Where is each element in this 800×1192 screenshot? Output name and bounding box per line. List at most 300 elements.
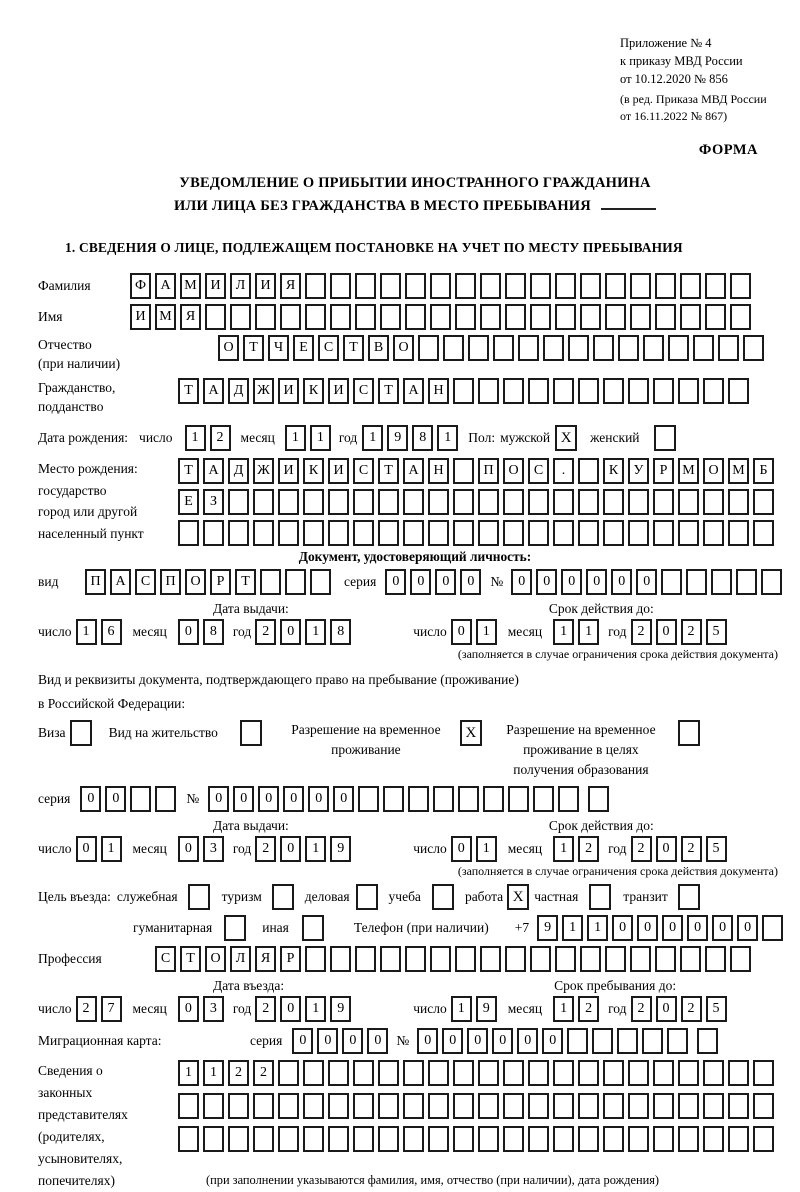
char-cell[interactable]: 0 [435,569,456,595]
char-cell[interactable] [728,378,749,404]
char-cell[interactable] [678,1093,699,1119]
char-cell[interactable] [260,569,281,595]
char-cell[interactable]: Б [753,458,774,484]
char-cell[interactable] [617,1028,638,1054]
char-cell[interactable] [530,304,551,330]
char-cell[interactable]: 0 [517,1028,538,1054]
char-cell[interactable]: 0 [662,915,683,941]
char-cell[interactable]: Ч [268,335,289,361]
char-cell[interactable]: 8 [412,425,433,451]
char-cell[interactable] [653,489,674,515]
char-cell[interactable] [380,946,401,972]
char-cell[interactable] [355,273,376,299]
char-cell[interactable] [730,946,751,972]
char-cell[interactable]: 0 [737,915,758,941]
char-cell[interactable] [603,520,624,546]
char-cell[interactable] [403,1093,424,1119]
char-cell[interactable] [480,304,501,330]
char-cell[interactable] [693,335,714,361]
char-cell[interactable]: М [180,273,201,299]
char-cell[interactable] [728,1126,749,1152]
char-cell[interactable] [405,304,426,330]
char-cell[interactable]: О [218,335,239,361]
char-cell[interactable]: 0 [586,569,607,595]
char-cell[interactable] [478,378,499,404]
char-cell[interactable] [455,304,476,330]
char-cell[interactable]: 0 [542,1028,563,1054]
char-cell[interactable]: 8 [330,619,351,645]
char-cell[interactable]: А [403,458,424,484]
char-cell[interactable]: П [160,569,181,595]
char-cell[interactable]: О [503,458,524,484]
char-cell[interactable]: 9 [330,836,351,862]
char-cell[interactable]: 0 [611,569,632,595]
char-cell[interactable]: Т [235,569,256,595]
char-cell[interactable] [508,786,529,812]
char-cell[interactable] [303,1126,324,1152]
char-cell[interactable]: 0 [636,569,657,595]
char-cell[interactable]: 1 [476,619,497,645]
char-cell[interactable] [428,520,449,546]
char-cell[interactable] [478,1093,499,1119]
char-cell[interactable] [305,304,326,330]
char-cell[interactable] [453,1126,474,1152]
char-cell[interactable] [736,569,757,595]
char-cell[interactable]: 0 [342,1028,363,1054]
char-cell[interactable] [178,520,199,546]
char-cell[interactable]: Л [230,946,251,972]
char-cell[interactable] [505,273,526,299]
char-cell[interactable]: Ф [130,273,151,299]
char-cell[interactable] [543,335,564,361]
char-cell[interactable]: 1 [285,425,306,451]
char-cell[interactable] [383,786,404,812]
purpose-humanitarian-checkbox[interactable] [224,915,246,941]
char-cell[interactable] [328,1093,349,1119]
char-cell[interactable] [433,786,454,812]
char-cell[interactable] [580,304,601,330]
char-cell[interactable] [130,786,151,812]
char-cell[interactable]: 9 [387,425,408,451]
char-cell[interactable] [455,946,476,972]
char-cell[interactable]: 0 [385,569,406,595]
char-cell[interactable] [630,946,651,972]
char-cell[interactable] [228,489,249,515]
char-cell[interactable]: З [203,489,224,515]
char-cell[interactable] [503,520,524,546]
char-cell[interactable] [678,520,699,546]
char-cell[interactable]: 5 [706,619,727,645]
char-cell[interactable]: Т [343,335,364,361]
char-cell[interactable]: К [303,458,324,484]
char-cell[interactable] [203,520,224,546]
char-cell[interactable] [355,304,376,330]
char-cell[interactable] [728,1093,749,1119]
char-cell[interactable] [178,1126,199,1152]
char-cell[interactable] [605,946,626,972]
char-cell[interactable]: 2 [255,996,276,1022]
purpose-official-checkbox[interactable] [188,884,210,910]
char-cell[interactable]: И [278,458,299,484]
char-cell[interactable]: Я [180,304,201,330]
char-cell[interactable] [378,489,399,515]
char-cell[interactable]: П [478,458,499,484]
char-cell[interactable] [453,458,474,484]
char-cell[interactable] [753,1093,774,1119]
char-cell[interactable] [253,489,274,515]
char-cell[interactable]: 1 [553,836,574,862]
char-cell[interactable]: И [130,304,151,330]
char-cell[interactable]: О [393,335,414,361]
char-cell[interactable] [303,520,324,546]
char-cell[interactable] [528,378,549,404]
char-cell[interactable]: 1 [101,836,122,862]
char-cell[interactable] [330,304,351,330]
char-cell[interactable] [353,489,374,515]
char-cell[interactable] [703,1093,724,1119]
char-cell[interactable] [503,378,524,404]
char-cell[interactable] [578,458,599,484]
char-cell[interactable] [730,273,751,299]
char-cell[interactable] [255,304,276,330]
char-cell[interactable] [330,946,351,972]
char-cell[interactable] [353,1060,374,1086]
char-cell[interactable]: Т [378,458,399,484]
char-cell[interactable] [428,1126,449,1152]
char-cell[interactable]: 6 [101,619,122,645]
char-cell[interactable]: Ж [253,378,274,404]
char-cell[interactable]: 0 [258,786,279,812]
char-cell[interactable] [703,489,724,515]
char-cell[interactable] [405,273,426,299]
char-cell[interactable]: 9 [537,915,558,941]
char-cell[interactable] [478,489,499,515]
char-cell[interactable] [697,1028,718,1054]
char-cell[interactable] [753,520,774,546]
char-cell[interactable] [580,273,601,299]
char-cell[interactable]: 0 [656,996,677,1022]
char-cell[interactable]: 1 [476,836,497,862]
char-cell[interactable] [378,1093,399,1119]
char-cell[interactable] [353,520,374,546]
char-cell[interactable]: С [135,569,156,595]
char-cell[interactable] [630,304,651,330]
char-cell[interactable] [703,1126,724,1152]
char-cell[interactable] [428,1093,449,1119]
char-cell[interactable]: Е [293,335,314,361]
char-cell[interactable]: 0 [417,1028,438,1054]
char-cell[interactable]: И [278,378,299,404]
char-cell[interactable]: 0 [656,619,677,645]
char-cell[interactable]: 0 [460,569,481,595]
char-cell[interactable] [378,1060,399,1086]
char-cell[interactable] [453,1060,474,1086]
char-cell[interactable] [628,520,649,546]
char-cell[interactable] [653,520,674,546]
char-cell[interactable]: Т [178,458,199,484]
char-cell[interactable]: 1 [562,915,583,941]
char-cell[interactable] [530,273,551,299]
sex-female-checkbox[interactable] [654,425,676,451]
char-cell[interactable] [680,946,701,972]
char-cell[interactable] [530,946,551,972]
char-cell[interactable] [503,489,524,515]
char-cell[interactable] [630,273,651,299]
char-cell[interactable]: 0 [208,786,229,812]
char-cell[interactable] [403,520,424,546]
char-cell[interactable] [228,1093,249,1119]
char-cell[interactable] [580,946,601,972]
purpose-transit-checkbox[interactable] [678,884,700,910]
char-cell[interactable] [285,569,306,595]
char-cell[interactable] [353,1093,374,1119]
char-cell[interactable] [678,378,699,404]
char-cell[interactable]: С [353,378,374,404]
char-cell[interactable] [528,1126,549,1152]
char-cell[interactable] [628,378,649,404]
sex-male-checkbox[interactable]: X [555,425,577,451]
char-cell[interactable] [228,1126,249,1152]
char-cell[interactable] [555,946,576,972]
char-cell[interactable] [403,1126,424,1152]
char-cell[interactable] [553,1093,574,1119]
char-cell[interactable] [328,1126,349,1152]
char-cell[interactable]: 1 [587,915,608,941]
char-cell[interactable] [730,304,751,330]
char-cell[interactable] [478,520,499,546]
char-cell[interactable]: И [205,273,226,299]
char-cell[interactable] [678,1126,699,1152]
char-cell[interactable]: 0 [333,786,354,812]
char-cell[interactable]: 0 [80,786,101,812]
char-cell[interactable] [230,304,251,330]
char-cell[interactable] [453,489,474,515]
char-cell[interactable] [743,335,764,361]
char-cell[interactable]: 2 [578,996,599,1022]
char-cell[interactable] [703,378,724,404]
char-cell[interactable]: Л [230,273,251,299]
char-cell[interactable]: Я [280,273,301,299]
char-cell[interactable] [628,1093,649,1119]
char-cell[interactable] [705,946,726,972]
char-cell[interactable]: 2 [681,619,702,645]
char-cell[interactable] [655,304,676,330]
char-cell[interactable] [403,489,424,515]
char-cell[interactable]: А [203,458,224,484]
char-cell[interactable] [528,489,549,515]
char-cell[interactable] [253,520,274,546]
char-cell[interactable]: 1 [437,425,458,451]
char-cell[interactable] [483,786,504,812]
char-cell[interactable] [578,489,599,515]
char-cell[interactable] [378,520,399,546]
char-cell[interactable] [718,335,739,361]
char-cell[interactable] [518,335,539,361]
char-cell[interactable] [642,1028,663,1054]
char-cell[interactable] [653,378,674,404]
char-cell[interactable]: Д [228,378,249,404]
char-cell[interactable]: О [185,569,206,595]
char-cell[interactable]: М [155,304,176,330]
char-cell[interactable]: 3 [203,836,224,862]
char-cell[interactable]: 2 [681,836,702,862]
char-cell[interactable]: 7 [101,996,122,1022]
char-cell[interactable]: 0 [451,619,472,645]
char-cell[interactable] [310,569,331,595]
char-cell[interactable] [668,335,689,361]
char-cell[interactable] [178,1093,199,1119]
char-cell[interactable]: 0 [283,786,304,812]
char-cell[interactable] [643,335,664,361]
char-cell[interactable] [155,786,176,812]
char-cell[interactable] [380,273,401,299]
char-cell[interactable] [305,273,326,299]
char-cell[interactable]: 2 [253,1060,274,1086]
char-cell[interactable] [458,786,479,812]
char-cell[interactable] [305,946,326,972]
char-cell[interactable] [618,335,639,361]
char-cell[interactable] [603,489,624,515]
char-cell[interactable] [453,378,474,404]
char-cell[interactable]: С [528,458,549,484]
char-cell[interactable]: 0 [612,915,633,941]
char-cell[interactable] [578,1126,599,1152]
char-cell[interactable] [430,304,451,330]
char-cell[interactable] [553,489,574,515]
char-cell[interactable] [358,786,379,812]
char-cell[interactable]: 1 [362,425,383,451]
purpose-work-checkbox[interactable]: X [507,884,529,910]
char-cell[interactable]: 1 [305,996,326,1022]
char-cell[interactable]: Т [180,946,201,972]
char-cell[interactable]: 0 [536,569,557,595]
char-cell[interactable]: 1 [553,996,574,1022]
char-cell[interactable] [655,273,676,299]
char-cell[interactable]: 1 [578,619,599,645]
char-cell[interactable] [667,1028,688,1054]
char-cell[interactable]: 0 [511,569,532,595]
char-cell[interactable] [428,1060,449,1086]
char-cell[interactable]: 2 [210,425,231,451]
char-cell[interactable]: Я [255,946,276,972]
char-cell[interactable] [703,520,724,546]
char-cell[interactable] [553,520,574,546]
char-cell[interactable] [253,1126,274,1152]
char-cell[interactable] [605,273,626,299]
char-cell[interactable] [753,489,774,515]
char-cell[interactable]: 0 [687,915,708,941]
char-cell[interactable] [653,1126,674,1152]
char-cell[interactable]: Ж [253,458,274,484]
char-cell[interactable] [678,489,699,515]
char-cell[interactable]: А [403,378,424,404]
char-cell[interactable]: П [85,569,106,595]
char-cell[interactable]: 0 [467,1028,488,1054]
char-cell[interactable] [430,273,451,299]
char-cell[interactable] [686,569,707,595]
char-cell[interactable]: 0 [178,996,199,1022]
char-cell[interactable]: 0 [178,836,199,862]
char-cell[interactable] [703,1060,724,1086]
char-cell[interactable]: 2 [631,996,652,1022]
char-cell[interactable] [468,335,489,361]
char-cell[interactable] [430,946,451,972]
char-cell[interactable] [303,489,324,515]
char-cell[interactable]: 0 [280,836,301,862]
char-cell[interactable]: 0 [367,1028,388,1054]
char-cell[interactable] [443,335,464,361]
char-cell[interactable] [705,273,726,299]
char-cell[interactable]: К [303,378,324,404]
char-cell[interactable] [528,1060,549,1086]
char-cell[interactable]: 0 [178,619,199,645]
char-cell[interactable] [588,786,609,812]
char-cell[interactable] [655,946,676,972]
char-cell[interactable] [753,1060,774,1086]
char-cell[interactable]: 0 [308,786,329,812]
char-cell[interactable] [593,335,614,361]
char-cell[interactable] [355,946,376,972]
char-cell[interactable]: 0 [292,1028,313,1054]
char-cell[interactable] [455,273,476,299]
char-cell[interactable]: 0 [442,1028,463,1054]
char-cell[interactable]: О [703,458,724,484]
char-cell[interactable] [567,1028,588,1054]
char-cell[interactable] [505,946,526,972]
char-cell[interactable]: 2 [631,836,652,862]
char-cell[interactable] [680,273,701,299]
char-cell[interactable] [603,378,624,404]
char-cell[interactable] [678,1060,699,1086]
char-cell[interactable]: . [553,458,574,484]
char-cell[interactable] [203,1093,224,1119]
char-cell[interactable]: Т [243,335,264,361]
char-cell[interactable] [553,378,574,404]
char-cell[interactable] [553,1126,574,1152]
char-cell[interactable] [728,1060,749,1086]
char-cell[interactable] [278,1093,299,1119]
char-cell[interactable] [578,1060,599,1086]
char-cell[interactable]: Р [653,458,674,484]
char-cell[interactable]: Р [280,946,301,972]
char-cell[interactable] [555,273,576,299]
temp-permit-edu-checkbox[interactable] [678,720,700,746]
char-cell[interactable] [628,489,649,515]
char-cell[interactable] [278,1126,299,1152]
char-cell[interactable]: 9 [330,996,351,1022]
char-cell[interactable] [578,1093,599,1119]
char-cell[interactable]: 2 [578,836,599,862]
char-cell[interactable]: 1 [553,619,574,645]
char-cell[interactable]: 0 [410,569,431,595]
char-cell[interactable]: Н [428,378,449,404]
char-cell[interactable] [478,1060,499,1086]
char-cell[interactable] [728,489,749,515]
char-cell[interactable]: 0 [105,786,126,812]
char-cell[interactable] [592,1028,613,1054]
char-cell[interactable] [578,520,599,546]
visa-checkbox[interactable] [70,720,92,746]
char-cell[interactable] [408,786,429,812]
char-cell[interactable]: 0 [451,836,472,862]
char-cell[interactable]: 1 [178,1060,199,1086]
char-cell[interactable]: И [328,458,349,484]
char-cell[interactable] [653,1060,674,1086]
char-cell[interactable]: 3 [203,996,224,1022]
char-cell[interactable] [278,1060,299,1086]
char-cell[interactable] [280,304,301,330]
temp-permit-checkbox[interactable]: X [460,720,482,746]
